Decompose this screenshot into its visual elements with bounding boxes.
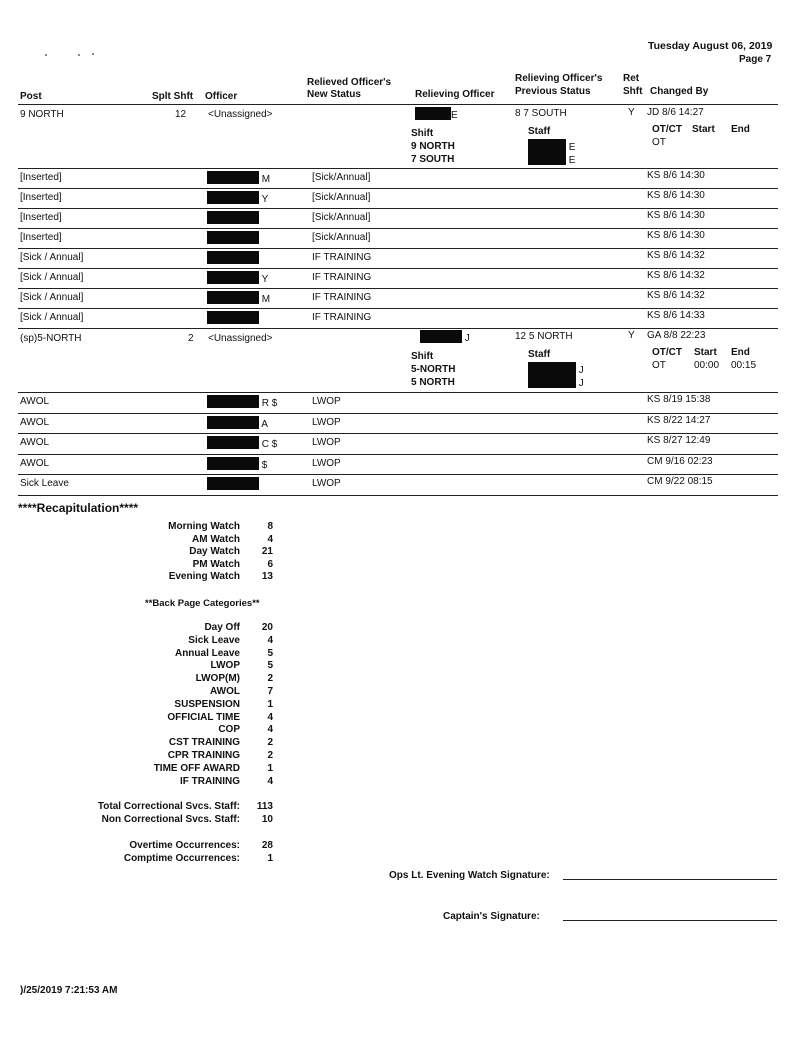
- ret-shift: Y: [628, 330, 635, 341]
- redaction: [207, 311, 259, 324]
- new-status: LWOP: [312, 416, 341, 428]
- recap-label: Comptime Occurrences:: [123, 852, 240, 864]
- officer: [207, 311, 259, 325]
- changed-by: KS 8/6 14:30: [647, 190, 705, 201]
- post: [Inserted]: [20, 192, 62, 203]
- staff-label: Staff: [528, 126, 551, 137]
- shift: 2: [188, 333, 194, 344]
- recap-label: TIME OFF AWARD: [153, 762, 240, 774]
- redaction: [207, 251, 259, 264]
- new-status: LWOP: [312, 478, 341, 489]
- col-relieved-status-1: Relieved Officer's: [307, 77, 392, 88]
- col-prev-status-2: Previous Status: [515, 86, 591, 97]
- redaction: [207, 271, 259, 284]
- recap-label: Evening Watch: [168, 571, 240, 583]
- officer-suffix: M: [259, 174, 271, 185]
- redaction: [207, 171, 259, 184]
- scan-speck: [45, 54, 47, 56]
- ops-signature-label: Ops Lt. Evening Watch Signature:: [389, 870, 550, 881]
- recap-value: 2: [267, 750, 273, 761]
- redaction: [207, 211, 259, 224]
- post: AWOL: [20, 416, 50, 428]
- recap-value: 1: [267, 698, 273, 710]
- recap-value: 5: [267, 660, 273, 672]
- redaction: [415, 107, 451, 120]
- row-rule: [18, 268, 778, 269]
- recap-label: Day Watch: [189, 546, 240, 558]
- page-number: Page 7: [739, 54, 772, 65]
- row-rule: [18, 454, 778, 455]
- captain-signature-label: Captain's Signature:: [443, 911, 540, 922]
- col-split-shift: Splt Shft: [152, 91, 194, 102]
- new-status: [Sick/Annual]: [312, 232, 371, 243]
- header-rule: [18, 104, 778, 105]
- col-relieving-officer: Relieving Officer: [415, 89, 495, 100]
- row-rule: [18, 392, 778, 393]
- previous-status: 12 5 NORTH: [515, 331, 573, 342]
- changed-by: CM 9/16 02:23: [647, 455, 713, 467]
- post: AWOL: [20, 457, 50, 469]
- col-changed-by: Changed By: [650, 86, 709, 97]
- new-status: LWOP: [312, 457, 341, 469]
- officer: [207, 211, 259, 225]
- row-rule: [18, 248, 778, 249]
- redaction: [207, 191, 259, 204]
- changed-by: JD 8/6 14:27: [647, 107, 704, 118]
- redaction: [420, 330, 462, 343]
- shift-line-2: 5 NORTH: [411, 377, 455, 388]
- redaction: [207, 477, 259, 490]
- changed-by: KS 8/19 15:38: [647, 394, 711, 405]
- row-rule: [18, 308, 778, 309]
- col-post: Post: [20, 91, 42, 102]
- ops-signature-line[interactable]: [563, 879, 777, 880]
- recap-label: COP: [218, 724, 240, 736]
- recap-label: PM Watch: [192, 558, 240, 570]
- post: [Sick / Annual]: [20, 252, 84, 263]
- new-status: [Sick/Annual]: [312, 172, 371, 183]
- post: 9 NORTH: [20, 109, 64, 120]
- recap-label: Overtime Occurrences:: [129, 840, 240, 851]
- changed-by: KS 8/27 12:49: [647, 435, 711, 446]
- recap-value: 1: [267, 852, 273, 864]
- recap-value: 28: [261, 840, 273, 851]
- staff-label: Staff: [528, 349, 551, 360]
- redaction: [528, 152, 566, 165]
- officer: [207, 291, 270, 305]
- scan-speck: [92, 53, 94, 55]
- recap-label: OFFICIAL TIME: [167, 711, 240, 723]
- redaction: [207, 416, 259, 429]
- col-officer: Officer: [205, 91, 238, 102]
- recap-value: 5: [267, 647, 273, 659]
- recap-value: 2: [267, 673, 273, 685]
- staff-line-1: J: [528, 362, 584, 376]
- end-value: 00:15: [731, 360, 757, 371]
- recap-label: SUSPENSION: [174, 698, 240, 710]
- changed-by: CM 9/22 08:15: [647, 476, 713, 487]
- start-value: 00:00: [694, 360, 720, 371]
- officer: [207, 191, 268, 205]
- officer: [207, 231, 259, 245]
- recap-value: 21: [261, 546, 273, 558]
- recap-label: LWOP: [210, 660, 240, 672]
- recap-value: 7: [267, 686, 273, 697]
- recap-value: 4: [267, 775, 273, 787]
- changed-by: KS 8/6 14:33: [647, 310, 705, 321]
- redaction: [207, 395, 259, 408]
- officer: [207, 395, 277, 409]
- relieving-officer: E: [415, 107, 458, 121]
- redaction: [207, 291, 259, 304]
- recap-value: 10: [261, 813, 273, 825]
- col-relieved-status-2: New Status: [307, 89, 361, 100]
- row-rule: [18, 188, 778, 189]
- changed-by: GA 8/8 22:23: [647, 330, 706, 341]
- recap-label: Morning Watch: [168, 521, 240, 532]
- col-ret-2: Shft: [623, 86, 643, 97]
- shift-line-1: 5-NORTH: [411, 364, 456, 375]
- post: [Inserted]: [20, 232, 62, 243]
- officer-suffix: $: [259, 459, 268, 471]
- captain-signature-line[interactable]: [563, 920, 777, 921]
- redaction: [528, 362, 576, 375]
- row-rule: [18, 413, 778, 414]
- changed-by: KS 8/6 14:32: [647, 290, 705, 301]
- officer-suffix: Y: [259, 274, 269, 285]
- recap-value: 4: [267, 724, 273, 736]
- post: (sp)5-NORTH: [20, 333, 82, 344]
- post: AWOL: [20, 437, 50, 448]
- recap-value: 8: [267, 521, 273, 532]
- row-rule: [18, 228, 778, 229]
- row-rule: [18, 433, 778, 434]
- shift-label: Shift: [411, 351, 434, 362]
- otct-label: OT/CT: [652, 124, 682, 135]
- recap-label: AM Watch: [192, 533, 240, 545]
- post: [Sick / Annual]: [20, 292, 84, 303]
- officer-suffix: A: [259, 418, 268, 430]
- post: [Inserted]: [20, 212, 62, 223]
- print-timestamp: )/25/2019 7:21:53 AM: [20, 985, 118, 996]
- new-status: LWOP: [312, 437, 341, 448]
- new-status: [Sick/Annual]: [312, 192, 371, 203]
- recap-value: 4: [267, 711, 273, 723]
- officer: [207, 457, 267, 471]
- recap-value: 113: [256, 801, 273, 812]
- scan-speck: [78, 54, 80, 56]
- recap-label: Annual Leave: [174, 647, 240, 659]
- end-label: End: [731, 347, 750, 358]
- col-ret-1: Ret: [623, 73, 640, 84]
- redaction: [528, 139, 566, 152]
- row-rule: [18, 474, 778, 475]
- relieving-officer: J: [420, 330, 470, 344]
- recap-value: 1: [267, 762, 273, 774]
- staff-line-2: J: [528, 375, 584, 389]
- ret-shift: Y: [628, 107, 635, 118]
- changed-by: KS 8/6 14:30: [647, 210, 705, 221]
- start-label: Start: [694, 347, 717, 358]
- recap-label: Day Off: [204, 622, 240, 633]
- row-rule: [18, 288, 778, 289]
- recap-label: Sick Leave: [188, 634, 240, 646]
- shift-label: Shift: [411, 128, 434, 139]
- recap-label: LWOP(M): [195, 673, 240, 685]
- post: [Inserted]: [20, 172, 62, 183]
- col-prev-status-1: Relieving Officer's: [515, 73, 603, 84]
- end-label: End: [731, 124, 750, 135]
- officer: [207, 271, 268, 285]
- officer-suffix: Y: [259, 194, 269, 205]
- officer: [207, 171, 270, 185]
- officer-suffix: C $: [259, 439, 278, 450]
- recap-value: 2: [267, 737, 273, 749]
- otct-label: OT/CT: [652, 347, 682, 358]
- redaction: [207, 457, 259, 470]
- new-status: IF TRAINING: [312, 312, 372, 323]
- officer: [207, 251, 259, 265]
- post: [Sick / Annual]: [20, 272, 84, 283]
- ot-value: OT: [652, 360, 666, 371]
- staff-line-2: E: [528, 152, 575, 166]
- post: AWOL: [20, 396, 50, 407]
- report-date: Tuesday August 06, 2019: [648, 40, 773, 52]
- recap-value: 13: [261, 571, 273, 583]
- redaction: [207, 436, 259, 449]
- back-page-title: **Back Page Categories**: [145, 598, 260, 609]
- changed-by: KS 8/22 14:27: [647, 414, 711, 426]
- shift-line-1: 9 NORTH: [411, 141, 455, 152]
- row-rule: [18, 495, 778, 496]
- start-label: Start: [692, 124, 715, 135]
- recap-value: 6: [267, 558, 273, 570]
- changed-by: KS 8/6 14:30: [647, 170, 705, 181]
- staff-line-1: E: [528, 139, 575, 153]
- row-rule: [18, 208, 778, 209]
- new-status: IF TRAINING: [312, 252, 372, 263]
- changed-by: KS 8/6 14:30: [647, 230, 705, 241]
- ot-value: OT: [652, 137, 666, 148]
- previous-status: 8 7 SOUTH: [515, 108, 567, 119]
- officer-suffix: M: [259, 294, 271, 305]
- recap-value: 4: [267, 533, 273, 545]
- shift-line-2: 7 SOUTH: [411, 154, 455, 165]
- row-rule: [18, 328, 778, 329]
- new-status: [Sick/Annual]: [312, 212, 371, 223]
- recap-label: CPR TRAINING: [167, 750, 240, 761]
- changed-by: KS 8/6 14:32: [647, 250, 705, 261]
- officer: [207, 436, 277, 450]
- new-status: IF TRAINING: [312, 292, 372, 303]
- recap-label: AWOL: [210, 686, 240, 697]
- officer: [207, 477, 259, 491]
- redaction: [207, 231, 259, 244]
- officer-suffix: R $: [259, 398, 278, 409]
- new-status: LWOP: [312, 396, 341, 407]
- redaction: [528, 375, 576, 388]
- changed-by: KS 8/6 14:32: [647, 270, 705, 281]
- recap-value: 4: [267, 634, 273, 646]
- shift: 12: [175, 109, 187, 120]
- post: Sick Leave: [20, 478, 69, 489]
- officer: [207, 416, 268, 430]
- recap-label: CST TRAINING: [168, 737, 240, 749]
- recap-value: 20: [261, 622, 273, 633]
- recap-label: Total Correctional Svcs. Staff:: [97, 801, 240, 812]
- recap-label: IF TRAINING: [180, 775, 240, 787]
- officer: <Unassigned>: [208, 333, 273, 344]
- row-rule: [18, 168, 778, 169]
- officer: <Unassigned>: [208, 109, 273, 120]
- new-status: IF TRAINING: [312, 272, 372, 283]
- recap-title: ****Recapitulation****: [18, 501, 139, 515]
- post: [Sick / Annual]: [20, 312, 84, 323]
- recap-label: Non Correctional Svcs. Staff:: [101, 813, 240, 825]
